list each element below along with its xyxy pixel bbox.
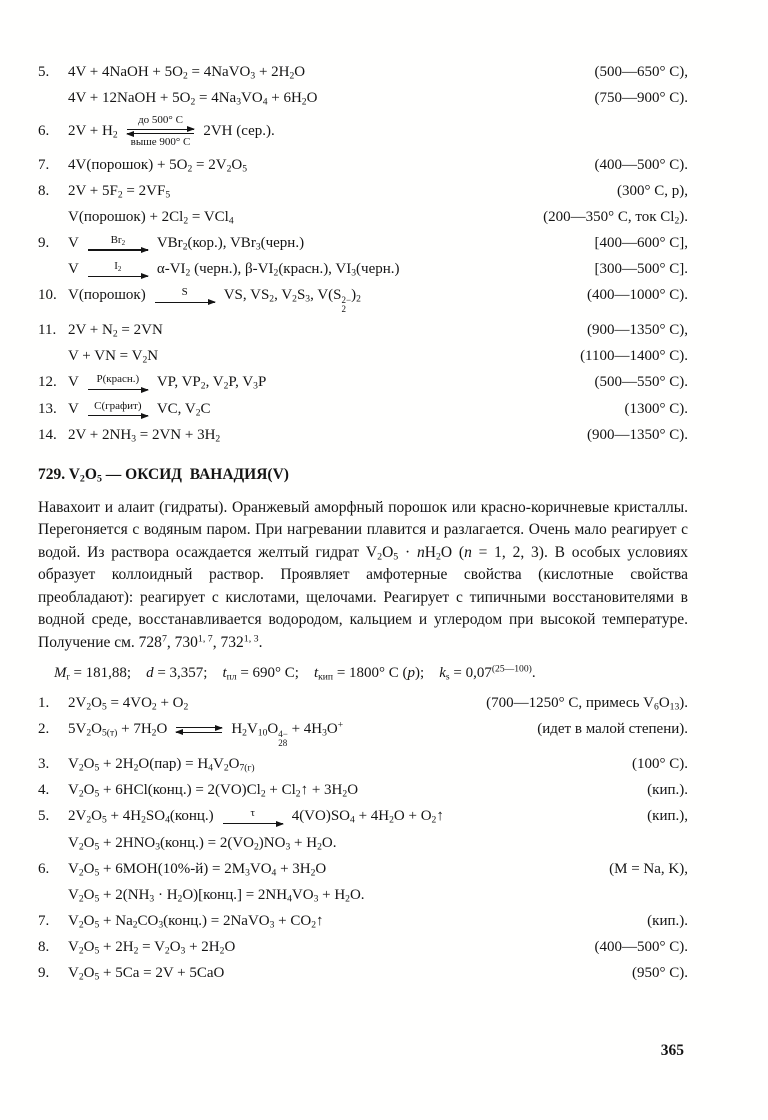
formula-text: , 730: [166, 633, 198, 651]
reaction-formula: [68, 911, 637, 931]
formula-text: );: [415, 665, 440, 682]
reaction-condition: (1100—1400° C).: [580, 348, 688, 365]
superscript: 1, 7: [197, 633, 213, 645]
reaction-row: [38, 207, 688, 227]
superscript: 7: [161, 633, 167, 645]
reaction-condition: (400—500° C).: [594, 156, 688, 173]
reaction-condition: (400—500° C).: [594, 938, 688, 955]
formula-text: $2V + H_2$: [68, 122, 118, 141]
subscript: 2: [183, 215, 189, 227]
subscript: пл: [226, 671, 237, 683]
reaction-formula: [68, 155, 585, 175]
subscript: 5: [393, 551, 399, 563]
subscript: 3: [253, 380, 258, 392]
subscript: 3: [158, 919, 164, 931]
reaction-condition: (200—350° C, ток $Cl_2$).: [543, 208, 688, 227]
subscript: 3: [305, 293, 311, 305]
reaction-condition: (500—650° C),: [594, 64, 688, 80]
reaction-formula: [68, 885, 678, 905]
reaction-number: 9.: [38, 234, 50, 251]
reaction-condition: (кип.),: [647, 808, 688, 825]
formula-text: VBr$_2$(кор.), VBr$_3$(черн.): [156, 234, 305, 253]
subscript: 2: [78, 919, 84, 931]
stack-superscript: 2−: [341, 295, 352, 306]
formula-text: V: [68, 234, 79, 251]
reaction-number: 4.: [38, 782, 50, 799]
arrow-label-top: S: [181, 286, 188, 299]
reaction-row: [38, 425, 688, 445]
formula-text: V: [68, 400, 79, 417]
subscript: 2: [182, 70, 188, 82]
subscript: 2: [141, 814, 146, 826]
superscript: (25—100): [491, 664, 532, 676]
formula-text: $V_2O_5 + 2(NH_3$ · $H_2O)[конц.] = 2NH_4VO_3 + H_2O$.: [68, 886, 365, 905]
reaction-number: 12.: [38, 374, 57, 391]
formula-text: $2V_2O_5 = 4VO_2 + O_2$: [68, 695, 189, 713]
subscript: 2: [273, 267, 279, 279]
subscript: 2: [182, 241, 188, 253]
formula-text: $V_2O_5$ + $Na_2CO_3(конц.)$ = 2NaVO$_3$ + $CO_2↑$: [68, 912, 324, 931]
stack-subscript: 2: [341, 304, 346, 315]
reaction-row: [38, 285, 688, 314]
reaction-number: 6.: [38, 860, 50, 877]
subscript: 2: [389, 814, 394, 826]
reaction-number: 11.: [38, 322, 57, 339]
subscript: 2: [431, 814, 437, 826]
formula-text: + $4H_3O^+$: [287, 720, 344, 739]
reaction-formula: [68, 88, 585, 108]
reaction-row: [38, 911, 688, 931]
italic-variable: M: [54, 665, 67, 682]
reaction-formula: [68, 320, 577, 340]
reaction-number: 8.: [38, 182, 50, 199]
subscript: 5: [94, 945, 100, 957]
arrow-line-forward: [127, 129, 195, 130]
reaction-formula: [68, 372, 585, 392]
subscript: 2: [133, 762, 139, 774]
italic-variable: t: [222, 665, 227, 682]
subscript: 3: [149, 893, 155, 905]
formula-text: V + VN = $V_2N$: [68, 348, 159, 366]
arrow-line-forward: [223, 823, 283, 824]
subscript: 2: [86, 814, 92, 826]
reaction-condition: (500—550° C).: [594, 374, 688, 391]
reaction-formula: [68, 937, 585, 957]
superscript: 1, 3: [243, 633, 259, 645]
italic-variable: n: [417, 543, 425, 561]
subscript: кип: [318, 671, 334, 683]
reaction-row: [38, 346, 688, 366]
reaction-number: 10.: [38, 287, 57, 304]
arrow-label-bottom: выше 900° C: [130, 135, 191, 148]
reaction-number: 6.: [38, 122, 50, 139]
arrow-label-top: C(графит): [94, 399, 142, 412]
subscript: 2: [78, 867, 84, 879]
reaction-number: 7.: [38, 912, 50, 929]
subscript: 2: [142, 354, 148, 366]
formula-text: $V_2O_5$ + $2HNO_3(конц.) = 2(VO_2)NO_3 + H_2O$.: [68, 834, 337, 853]
subscript: 2: [78, 971, 84, 983]
formula-text: 2VH (сер.).: [203, 122, 275, 139]
arrow-line-reverse: [176, 732, 222, 733]
formula-text: V: [68, 374, 79, 391]
subscript: 4: [208, 762, 213, 774]
subscript: 2: [242, 727, 247, 739]
subscript: 2: [177, 893, 183, 905]
subscript: 4: [228, 215, 234, 227]
subscript: 2: [356, 293, 361, 305]
reaction-number: 3.: [38, 756, 50, 773]
subscript: 4: [165, 814, 170, 826]
reaction-formula: [68, 806, 637, 826]
reaction-number: 9.: [38, 964, 50, 981]
subscript: 2: [78, 762, 84, 774]
reaction-number: 5.: [38, 808, 50, 825]
reaction-condition: (750—900° C).: [594, 90, 688, 106]
subscript: 3: [245, 867, 250, 879]
charge-index-stack: [342, 296, 352, 314]
subscript: 5: [165, 189, 171, 201]
subscript: 3: [180, 945, 186, 957]
subscript: 2: [317, 841, 322, 853]
formula-text: $2V + 2NH_3 = 2VN + 3H_2$: [68, 426, 221, 445]
subscript: 2: [78, 893, 84, 905]
subscript: 2: [311, 919, 316, 931]
reaction-formula: [68, 346, 570, 366]
reaction-number: 14.: [38, 426, 57, 443]
formula-text: , 732: [212, 633, 244, 651]
subscript: 2: [78, 788, 84, 800]
formula-text: = 1, 2, 3). В особых условиях образует коллоидный раствор. Проявляет амфотерные свойства (кислотные свойства преобладают): реагирует с кислотами, щелочами. Реагирует с типичными восстановителями в водной среде, восстанавливается водородом, кальцием и углеродом при высокой температуре. Получение см. 728: [38, 543, 689, 651]
subscript: 2: [117, 264, 122, 273]
reaction-condition: [300—500° C].: [594, 261, 688, 278]
subscript: 2: [79, 473, 85, 485]
stack-subscript: 28: [278, 738, 288, 749]
reaction-condition: (400—1000° C).: [587, 287, 688, 304]
formula-text: 4V(порошок) + $5O_2 = 2V_2O_5$: [68, 156, 248, 175]
reaction-arrow: [88, 234, 148, 253]
subscript: 2: [254, 841, 259, 853]
subscript: 5: [242, 163, 248, 175]
subscript: 2: [301, 96, 307, 108]
subscript: 3: [313, 893, 319, 905]
reaction-row: [38, 88, 688, 108]
reaction-formula: [68, 114, 678, 149]
subscript: 2: [132, 919, 138, 931]
reaction-row: [38, 320, 688, 340]
subscript: 2: [151, 701, 157, 713]
reaction-condition: (кип.).: [647, 782, 688, 799]
subscript: 2: [200, 380, 206, 392]
subscript: 2: [112, 328, 118, 340]
formula-text: $V_2O_5$ + 6HCl(конц.) = $2(VO)Cl_2$ + $Cl_2↑ + 3H_2O$: [68, 782, 359, 800]
reaction-row: [38, 859, 688, 879]
reaction-condition: (900—1350° C).: [587, 426, 688, 443]
arrow-line-forward: [155, 302, 215, 303]
subscript: 3: [131, 433, 136, 445]
formula-text: $V_2O_5 + 6MOH(10\%-й) = 2M_3VO_4 + 3H_2O$: [68, 860, 327, 879]
subscript: 2: [195, 407, 201, 419]
formula-text: + $7H_2O$: [117, 721, 168, 739]
reaction-arrow: [88, 400, 148, 419]
reaction-condition: [400—600° C],: [594, 234, 688, 251]
formula-text: VP, $VP_2$, $V_2P$, $V_3P$: [156, 374, 267, 392]
subscript: (г): [244, 762, 255, 774]
subscript: 5: [94, 867, 100, 879]
italic-variable: n: [464, 543, 472, 561]
reaction-condition: (кип.).: [647, 912, 688, 929]
reaction-formula: [68, 780, 637, 800]
formula-text: V(порошок): [68, 287, 146, 304]
formula-text: $V_2O_5 + 2H_2O(пар) = H_4V_2O_7$: [68, 756, 245, 774]
subscript: 2: [121, 238, 126, 247]
arrow-line-forward: [88, 389, 148, 390]
reaction-row: [38, 833, 688, 853]
subscript: 3: [269, 919, 275, 931]
arrow-line-forward: [88, 249, 148, 250]
superscript: +: [337, 720, 344, 732]
reaction-row: [38, 719, 688, 748]
subscript: 3: [250, 70, 256, 82]
v2o5-reactions-list: [38, 693, 688, 982]
formula-text: = 1800° C (: [333, 665, 408, 682]
subscript: 2: [117, 189, 123, 201]
subscript: 3: [322, 727, 327, 739]
formula-text: VS, $VS_2$, $V_2S_3$, V(S: [223, 287, 342, 305]
reaction-condition: (700—1250° C, примесь $V_6O_{13}$).: [486, 695, 688, 713]
reaction-number: 8.: [38, 938, 50, 955]
formula-text: $4(VO)SO_4 + 4H_2O$ + $O_2↑$: [291, 808, 444, 826]
section-paragraph: [38, 497, 688, 655]
arrow-label-top: $I_2$: [114, 260, 122, 273]
subscript: 2: [133, 945, 139, 957]
subscript: 2: [151, 727, 157, 739]
subscript: r: [66, 671, 70, 683]
reaction-row: [38, 372, 688, 392]
subscript: 4: [287, 893, 292, 905]
subscript: 3: [351, 267, 357, 279]
reaction-row: [38, 885, 688, 905]
formula-text: = 3,357;: [153, 665, 223, 682]
subscript: 2: [226, 163, 232, 175]
reaction-condition: (900—1350° C),: [587, 322, 688, 339]
equilibrium-arrow: [176, 725, 222, 734]
italic-variable: t: [313, 665, 319, 682]
subscript: 2: [342, 788, 348, 800]
subscript: 2: [187, 163, 193, 175]
formula-text: $2V_2O_5$ + $4H_2SO_4(конц.)$: [68, 808, 214, 826]
subscript: 5: [94, 841, 100, 853]
vanadium-reactions-list: [38, 62, 688, 445]
reaction-formula: [68, 207, 533, 227]
reaction-number: 7.: [38, 156, 50, 173]
equilibrium-arrow: [127, 114, 195, 149]
subscript: 7: [239, 762, 245, 774]
subscript: 3: [236, 96, 242, 108]
reaction-row: [38, 399, 688, 419]
reaction-row: [38, 754, 688, 774]
formula-text: = 690° C;: [236, 665, 314, 682]
subscript: 2: [435, 551, 441, 563]
formula-text: 4V + 12NaOH + $5O_2 = 4Na_3VO_4 + 6H_2O$: [68, 90, 318, 108]
reaction-row: [38, 259, 688, 279]
subscript: 2: [674, 215, 680, 227]
subscript: 2: [223, 380, 229, 392]
reaction-formula: [68, 285, 577, 314]
reaction-formula: [68, 181, 607, 201]
subscript: 2: [260, 788, 266, 800]
subscript: 5: [101, 727, 107, 739]
formula-text: $V_2O_5 + 5Ca = 2V + 5CaO$: [68, 964, 225, 983]
subscript: 5: [96, 473, 102, 485]
reaction-number: 1.: [38, 695, 50, 712]
subscript: 4: [271, 867, 277, 879]
reaction-row: [38, 62, 688, 82]
section-heading: 729. $V_2O_5$ — ОКСИД ВАНАДИЯ(V): [38, 465, 289, 485]
subscript: 2: [295, 788, 301, 800]
subscript: 4: [350, 814, 355, 826]
subscript: 2: [190, 96, 196, 108]
subscript: (т): [106, 727, 118, 739]
subscript: 2: [289, 70, 295, 82]
reaction-arrow: [155, 286, 215, 305]
reaction-condition: (300° C, p),: [617, 182, 688, 199]
subscript: 5: [94, 762, 100, 774]
stack-superscript: 4−: [278, 729, 288, 740]
subscript: 2: [112, 129, 118, 141]
reaction-arrow: [88, 373, 148, 392]
reaction-row: [38, 937, 688, 957]
page-number: 365: [660, 1042, 684, 1059]
reaction-row: [38, 155, 688, 175]
subscript: 2: [219, 945, 225, 957]
subscript: 5: [94, 971, 100, 983]
reaction-row: [38, 114, 688, 149]
formula-text: $H_2O$ (: [424, 543, 465, 563]
arrow-label-top: до 500° C: [138, 114, 183, 126]
subscript: 2: [377, 551, 383, 563]
reaction-condition: (1300° C).: [624, 400, 688, 417]
reaction-number: 5.: [38, 64, 50, 80]
reaction-formula: [68, 963, 622, 983]
charge-index-stack: [278, 730, 288, 748]
italic-variable: p: [407, 665, 416, 682]
formula-text: $5V_2O_5$: [68, 721, 107, 739]
subscript: 5: [94, 788, 100, 800]
reaction-formula: [68, 754, 622, 774]
reaction-formula: [68, 859, 599, 879]
reaction-formula: [68, 833, 678, 853]
arrow-label-top: P(красн.): [96, 373, 140, 386]
arrow-label-top: $Br_2$: [110, 233, 126, 247]
formula-text: )$_2$: [351, 287, 361, 305]
subscript: 2: [78, 945, 84, 957]
formula-text: $2V + 5F_2 = 2VF_5$: [68, 182, 171, 201]
arrow-line-forward: [88, 276, 148, 277]
subscript: 2: [345, 893, 350, 905]
reaction-formula: [68, 62, 585, 82]
reaction-condition: (идет в малой степени).: [537, 721, 688, 738]
subscript: 5: [101, 701, 107, 713]
properties-line: [38, 663, 688, 683]
reaction-formula: [68, 719, 527, 748]
reaction-row: [38, 181, 688, 201]
reaction-arrow: [223, 807, 283, 826]
subscript: 13: [669, 701, 680, 713]
reaction-number: 13.: [38, 400, 57, 417]
subscript: 6: [654, 701, 659, 713]
reaction-row: [38, 806, 688, 826]
formula-text: = 181,88;: [69, 665, 147, 682]
subscript: 2: [183, 701, 189, 713]
reaction-formula: [68, 425, 577, 445]
formula-text: V(порошок) + $2Cl_2 = VCl_4$: [68, 208, 234, 227]
arrow-label-top: τ: [250, 807, 255, 820]
subscript: 5: [94, 893, 100, 905]
subscript: 2: [78, 841, 84, 853]
reaction-formula: [68, 399, 615, 419]
reaction-arrow: [88, 260, 148, 279]
subscript: 5: [101, 814, 107, 826]
reaction-row: [38, 233, 688, 253]
reaction-row: [38, 693, 688, 713]
arrow-line-forward: [88, 415, 148, 416]
italic-variable: k: [439, 665, 446, 682]
subscript: 2: [292, 293, 297, 305]
reaction-condition: (M = Na, K),: [609, 860, 688, 877]
subscript: 2: [86, 727, 92, 739]
subscript: 2: [310, 867, 316, 879]
reaction-formula: [68, 693, 476, 713]
arrow-line-forward: [176, 727, 222, 728]
subscript: 4: [262, 96, 268, 108]
formula-text: .: [258, 633, 263, 651]
subscript: 2: [185, 267, 191, 279]
subscript: 2: [86, 701, 92, 713]
formula-text: 4V + 4NaOH + $5O_2$ = 4NaVO$_3$ + $2H_2O$: [68, 64, 306, 82]
subscript: 2: [269, 293, 275, 305]
formula-text: $V_2O_5 + 2H_2 = V_2O_3 + 2H_2O$: [68, 938, 236, 957]
reaction-row: [38, 780, 688, 800]
formula-text: $\alpha-VI_2$ (черн.), $\beta-VI_2(красн.)$, $VI_3(черн.)$: [156, 261, 400, 279]
subscript: 5: [94, 919, 100, 931]
subscript: 2: [223, 762, 229, 774]
subscript: 10: [257, 727, 268, 739]
arrow-line-reverse: [127, 133, 195, 134]
subscript: 3: [255, 241, 261, 253]
formula-text: Навахоит и алаит (гидраты). Оранжевый аморфный порошок или красно-коричневые кристаллы. Перегоняется с водяным паром. При нагревании плавится и разлагается. Очень мало реагирует с водой. Из раствора осаждается желтый гидрат $V_2O_5$ ·: [38, 498, 688, 563]
reaction-row: [38, 963, 688, 983]
formula-text: = 0,07: [449, 665, 492, 682]
reaction-formula: [68, 259, 585, 279]
reaction-number: 2.: [38, 721, 50, 738]
formula-text: .: [531, 665, 536, 682]
formula-text: $2V + N_2 = 2VN$: [68, 322, 163, 340]
reaction-formula: [68, 233, 585, 253]
italic-variable: d: [146, 665, 154, 682]
subscript: 2: [215, 433, 221, 445]
subscript: s: [445, 671, 450, 683]
formula-text: V: [68, 261, 79, 278]
subscript: 3: [155, 841, 161, 853]
reaction-condition: (950° C).: [632, 964, 688, 981]
subscript: 2: [164, 945, 170, 957]
reaction-condition: (100° C).: [632, 756, 688, 773]
formula-text: VC, $V_2C$: [156, 400, 211, 419]
subscript: 3: [285, 841, 291, 853]
formula-text: $H_2V_{10}O$: [231, 721, 279, 739]
